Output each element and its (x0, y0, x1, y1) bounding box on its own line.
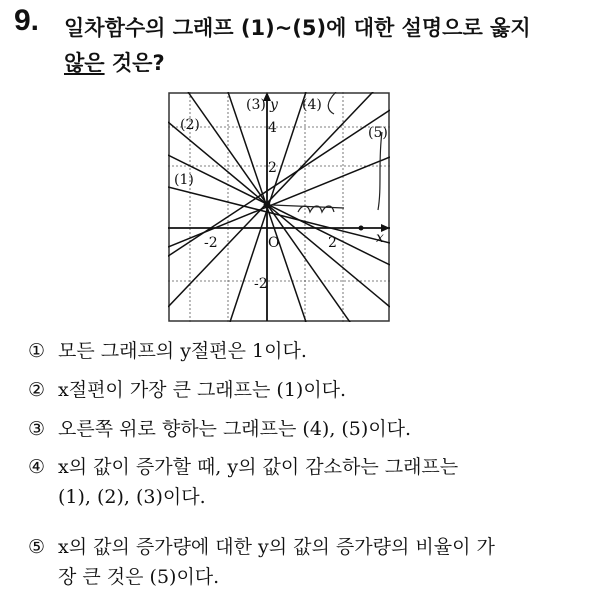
tick-y-neg2: -2 (254, 276, 268, 292)
option-2[interactable] (28, 375, 346, 405)
option-number: ① (28, 340, 46, 362)
graph-lines (168, 92, 390, 322)
question-text-line2 (64, 47, 165, 77)
tick-x-neg2: -2 (204, 235, 218, 251)
option-number: ④ (28, 456, 46, 478)
underlined-word: 않은 (64, 51, 105, 75)
option-1[interactable] (28, 336, 307, 366)
tick-x-2: 2 (328, 235, 337, 251)
option-4[interactable] (28, 452, 458, 512)
option-3[interactable] (28, 414, 411, 444)
question-number: 9. (14, 4, 40, 37)
line-5 (168, 110, 390, 322)
y-axis-label: y (270, 97, 278, 113)
option-text: x의 값이 증가할 때, y의 값이 감소하는 그래프는 (58, 456, 459, 478)
tick-y-2: 2 (268, 160, 277, 176)
option-text: 모든 그래프의 y절편은 1이다. (58, 340, 307, 362)
origin-label: O (268, 235, 280, 251)
question-text-rest: 것은? (104, 51, 165, 75)
line-label-4: (4) (302, 97, 322, 113)
line-label-1: (1) (174, 172, 194, 188)
grid (168, 92, 390, 322)
intercept-point (264, 202, 271, 209)
option-number: ⑤ (28, 536, 46, 558)
line-label-3: (3) (246, 97, 266, 113)
line-label-5: (5) (368, 125, 388, 141)
option-text: x절편이 가장 큰 그래프는 (1)이다. (58, 379, 347, 401)
extra-line-d (168, 92, 390, 307)
option-text: x의 값의 증가량에 대한 y의 값의 증가량의 비율이 가 (58, 536, 495, 558)
option-text: 오른쪽 위로 향하는 그래프는 (4), (5)이다. (58, 418, 412, 440)
linear-function-graph (168, 92, 390, 322)
extra-line-c (168, 157, 390, 247)
tick-y-4: 4 (268, 120, 277, 136)
option-text-cont: 장 큰 것은 (5)이다. (58, 566, 220, 588)
x-axis-label: x (376, 230, 384, 246)
option-5[interactable] (28, 532, 495, 592)
line-2 (188, 92, 390, 322)
line-label-2: (2) (180, 117, 200, 133)
mark-point (359, 226, 364, 231)
option-number: ③ (28, 418, 46, 440)
option-text-cont: (1), (2), (3)이다. (58, 486, 206, 508)
question-text-line1: 일차함수의 그래프 (1)~(5)에 대한 설명으로 옳지 (64, 16, 531, 40)
option-number: ② (28, 379, 46, 401)
